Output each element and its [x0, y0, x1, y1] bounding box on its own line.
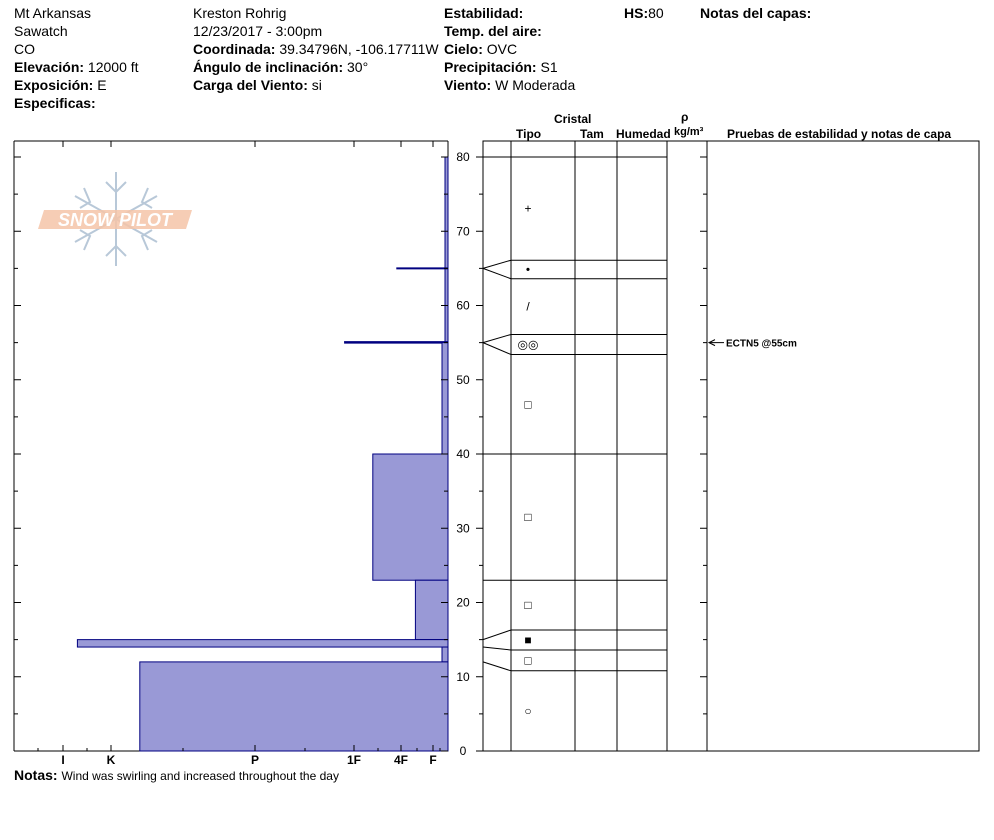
hardness-label: 4F: [393, 753, 409, 767]
snowpilot-logo: [38, 172, 192, 266]
hs-label: HS:: [624, 5, 649, 21]
notes-label: Notas:: [14, 767, 58, 783]
hardness-plot-frame: [14, 141, 448, 751]
stability-label: Estabilidad:: [444, 5, 524, 21]
aspect-label: Exposición:: [14, 77, 94, 93]
crystal-symbol-2: /: [526, 299, 530, 314]
layer-notes-label: Notas del capas:: [700, 5, 812, 21]
hardness-bar-0: [445, 157, 448, 343]
crystal-connector: [483, 260, 511, 268]
crystal-symbol-6: □: [524, 598, 532, 613]
rho-header: ρ: [681, 110, 689, 124]
depth-label: 80: [456, 150, 470, 164]
type-header: Tipo: [516, 127, 542, 141]
coordinate-label: Coordinada:: [193, 41, 276, 57]
wind-load-value: si: [311, 77, 322, 93]
crystal-symbol-8: □: [524, 653, 532, 668]
crystal-connector: [483, 268, 511, 278]
hardness-bar-5: [415, 580, 448, 639]
datetime: 12/23/2017 - 3:00pm: [193, 23, 323, 39]
precip-label: Precipitación:: [444, 59, 537, 75]
hardness-label: K: [106, 753, 116, 767]
crystal-header: Cristal: [554, 112, 592, 126]
stability-tests: [709, 339, 797, 350]
depth-label: 60: [456, 298, 470, 313]
hardness-label: P: [250, 753, 260, 767]
crystal-connector: [483, 630, 511, 640]
size-header: Tam: [580, 127, 604, 141]
specifics-label: Especificas:: [14, 95, 96, 111]
depth-label: 70: [456, 224, 470, 239]
crystal-symbol-1: •: [525, 262, 531, 277]
crystal-symbol-4: □: [524, 397, 532, 412]
range: Sawatch: [14, 23, 68, 39]
air-temp-label: Temp. del aire:: [444, 23, 542, 39]
wind-value: W Moderada: [495, 77, 576, 93]
wind-load-label: Carga del Viento:: [193, 77, 308, 93]
snowpilot-logo-text: SNOW PILOT: [58, 210, 172, 230]
hs-value: 80: [648, 5, 664, 21]
crystal-connector: [483, 334, 511, 342]
hardness-label: F: [429, 753, 437, 767]
aspect-value: E: [97, 77, 107, 93]
hardness-bars: [77, 157, 448, 751]
depth-label: 50: [456, 372, 470, 387]
depth-label: 20: [456, 595, 470, 610]
state: CO: [14, 41, 35, 57]
hardness-bar-4: [373, 454, 448, 580]
hardness-bar-8: [140, 662, 448, 751]
crystal-connector: [483, 662, 511, 671]
wind-label: Viento:: [444, 77, 492, 93]
location: Mt Arkansas: [14, 5, 92, 21]
hardness-bar-3: [442, 343, 448, 454]
moisture-header: Humedad: [616, 127, 671, 141]
elevation-label: Elevación:: [14, 59, 85, 75]
hardness-bar-7: [442, 647, 448, 662]
precip-value: S1: [540, 59, 558, 75]
elevation-value: 12000 ft: [87, 59, 139, 75]
notes-row: [14, 766, 339, 785]
crystal-connector: [483, 343, 511, 355]
depth-label: 40: [456, 447, 470, 461]
notes-value: Wind was swirling and increased throughout the day: [61, 769, 339, 783]
hardness-label: I: [61, 753, 65, 767]
coordinate-value: 39.34796N, -106.17711W: [279, 41, 439, 57]
slope-label: Ángulo de inclinación:: [193, 59, 344, 75]
crystal-symbol-9: ○: [524, 703, 532, 718]
depth-label: 0: [459, 744, 467, 758]
observer: Kreston Rohrig: [193, 5, 287, 21]
crystal-symbol-0: +: [524, 201, 532, 216]
depth-label: 10: [456, 669, 470, 684]
sky-value: OVC: [486, 41, 518, 57]
sky-label: Cielo:: [444, 41, 483, 57]
density-unit-header: kg/m³: [674, 126, 704, 138]
crystal-symbol-7: ■: [524, 632, 532, 647]
tests-header: Pruebas de estabilidad y notas de capa: [727, 127, 952, 141]
crystal-connector: [483, 647, 511, 650]
crystal-symbol-5: □: [524, 510, 532, 525]
crystal-symbol-3: ◎◎: [517, 337, 539, 352]
crystal-table-frame: [483, 141, 979, 751]
hardness-label: 1F: [346, 753, 362, 767]
hardness-bar-6: [77, 640, 448, 647]
slope-value: 30°: [347, 59, 369, 75]
depth-label: 30: [456, 521, 470, 536]
test-label-0: ECTN5 @55cm: [726, 338, 797, 350]
